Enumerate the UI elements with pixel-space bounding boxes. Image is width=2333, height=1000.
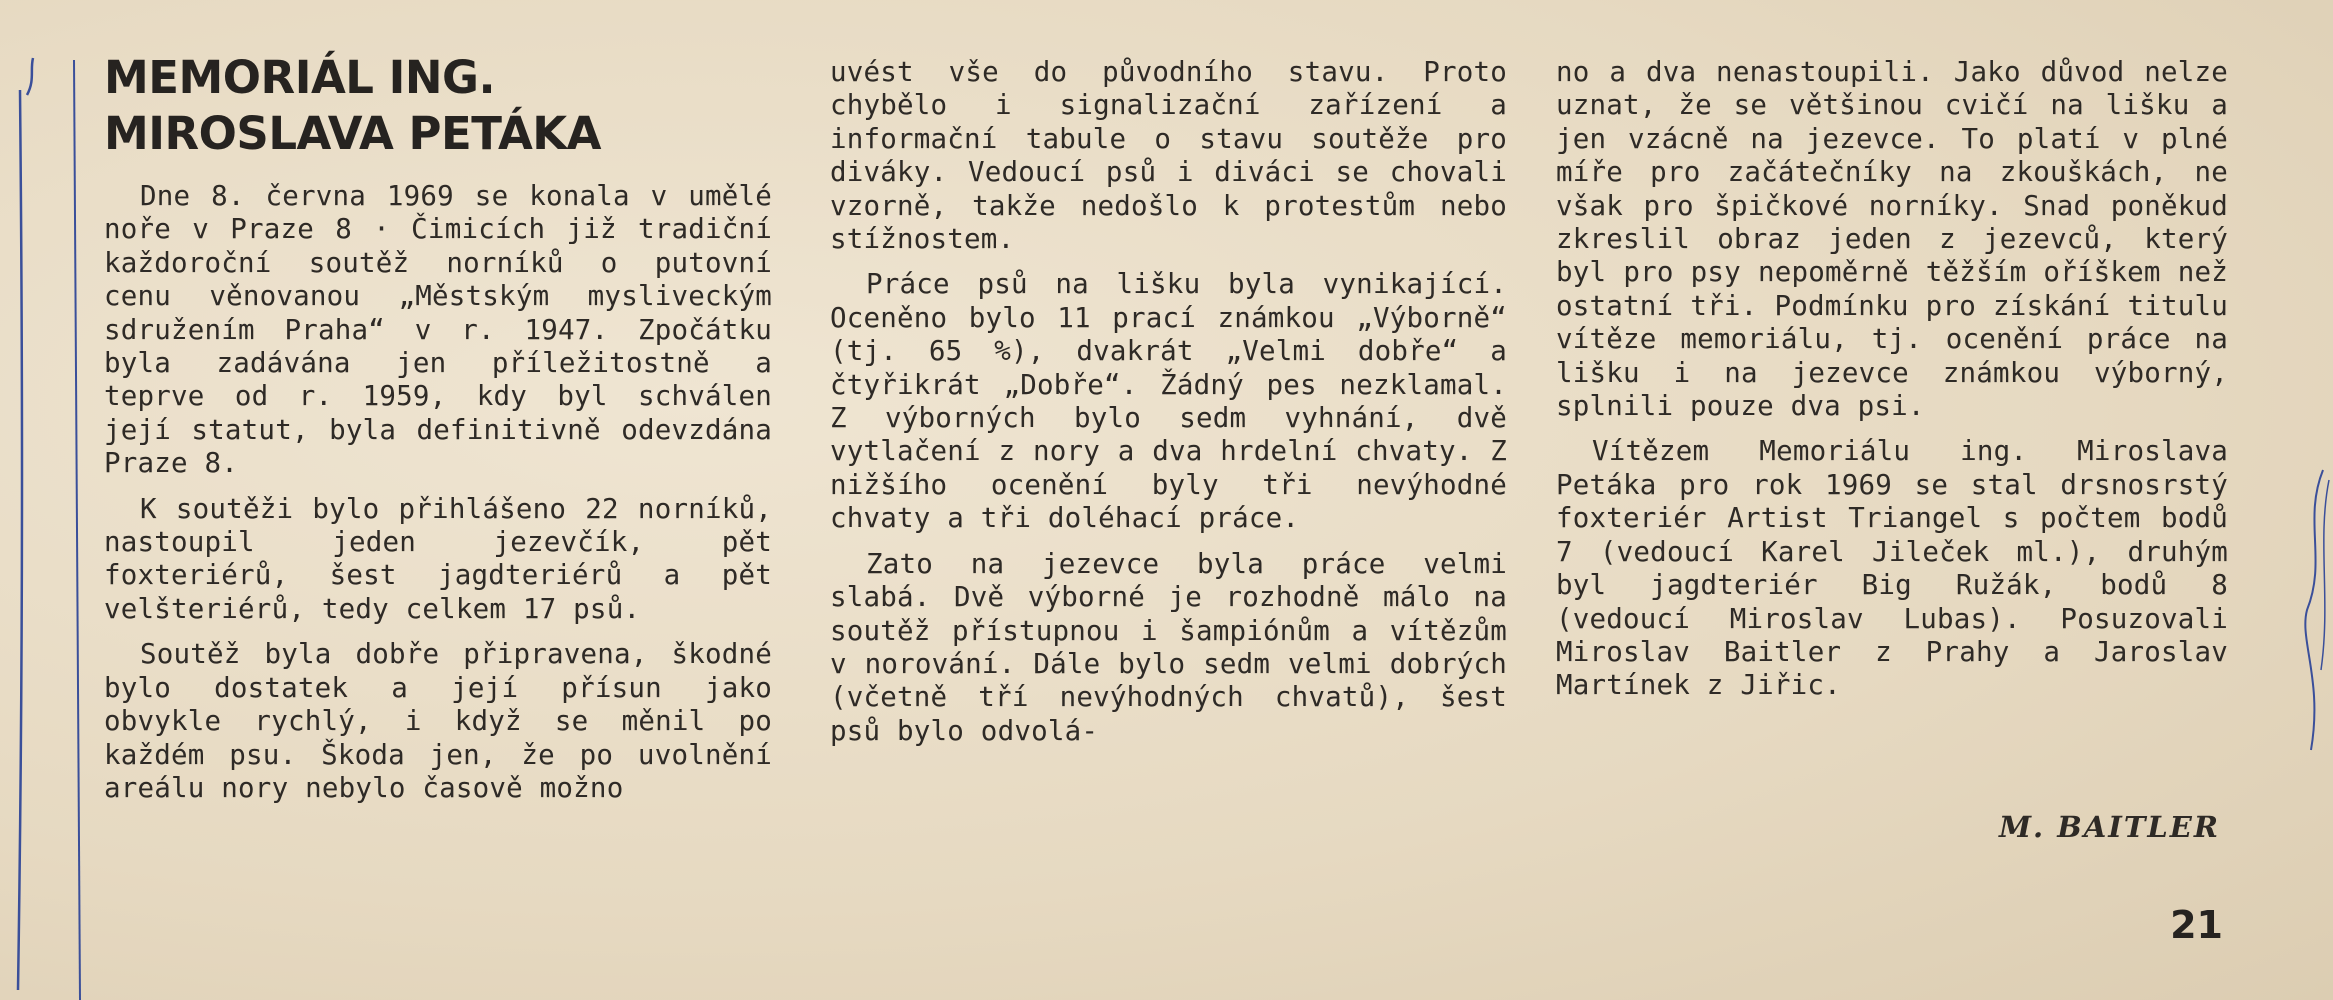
author-signature: M. BAITLER (1998, 810, 2220, 844)
pen-scribble-right (2293, 460, 2333, 760)
article-column-2 (830, 56, 1507, 760)
page-number: 21 (2170, 903, 2223, 947)
article-title (104, 50, 744, 162)
title-line-1: MEMORIÁL ING. (104, 51, 496, 104)
paragraph: Vítězem Memoriálu ing. Miroslava Petáka pro rok 1969 se stal drsnosrstý foxteriér Artist Triangel s počtem bodů 7 (vedoucí Karel Jileček ml.), druhým byl jagdteriér Big Ružák, bodů 8 (vedoucí Miroslav Lubas). Posuzovali Miroslav Baitler z Prahy a Jaroslav Martínek z Jiřic. (1556, 435, 2228, 702)
paragraph: K soutěži bylo přihlášeno 22 norníků, nastoupil jeden jezevčík, pět foxteriérů, šest jagdteriérů a pět velšteriérů, tedy celkem 17 psů. (104, 492, 772, 625)
paragraph: Soutěž byla dobře připravena, škodné bylo dostatek a její přísun jako obvykle rychlý, i když se měnil po každém psu. Škoda jen, že po uvolnění areálu nory nebylo časově možno (104, 638, 772, 804)
paragraph: Práce psů na lišku byla vynikající. Oceněno bylo 11 prací známkou „Výborně“ (tj. 65 %), dvakrát „Velmi dobře“ a čtyřikrát „Dobře“. Žádný pes nezklamal. Z výborných bylo sedm vyhnání, dvě vytlačení z nory a dva hrdelní chvaty. Z nižšího ocenění byly tři nevýhodné chvaty a tři doléhací práce. (830, 268, 1507, 535)
pen-margin-line-left (0, 0, 90, 1000)
article-column-3 (1556, 56, 2228, 715)
paragraph: uvést vše do původního stavu. Proto chybělo i signalizační zařízení a informační tabule o stavu soutěže pro diváky. Vedoucí psů i diváci se chovali vzorně, takže nedošlo k protestům nebo stížnostem. (830, 56, 1507, 256)
article-column-1 (104, 180, 772, 817)
title-line-2: MIROSLAVA PETÁKA (104, 107, 601, 160)
paragraph: no a dva nenastoupili. Jako důvod nelze uznat, že se většinou cvičí na lišku a jen vzácně na jezevce. To platí v plné míře pro začátečníky na zkouškách, ne však pro špičkové norníky. Snad poněkud zkreslil obraz jeden z jezevců, který byl pro psy nepoměrně těžším oříškem než ostatní tři. Podmínku pro získání titulu vítěze memoriálu, tj. ocenění práce na lišku i na jezevce známkou výborný, splnili pouze dva psi. (1556, 56, 2228, 423)
paragraph: Zato na jezevce byla práce velmi slabá. Dvě výborné je rozhodně málo na soutěž přístupnou i šampiónům a vítězům v norování. Dále bylo sedm velmi dobrých (včetně tří nevýhodných chvatů), šest psů bylo odvolá- (830, 547, 1507, 747)
paragraph: Dne 8. června 1969 se konala v umělé noře v Praze 8 · Čimicích již tradiční každoroční soutěž norníků o putovní cenu věnovanou „Městským mysliveckým sdružením Praha“ v r. 1947. Zpočátku byla zadávána jen příležitostně a teprve od r. 1959, kdy byl schválen její statut, byla definitivně odevzdána Praze 8. (104, 180, 772, 480)
